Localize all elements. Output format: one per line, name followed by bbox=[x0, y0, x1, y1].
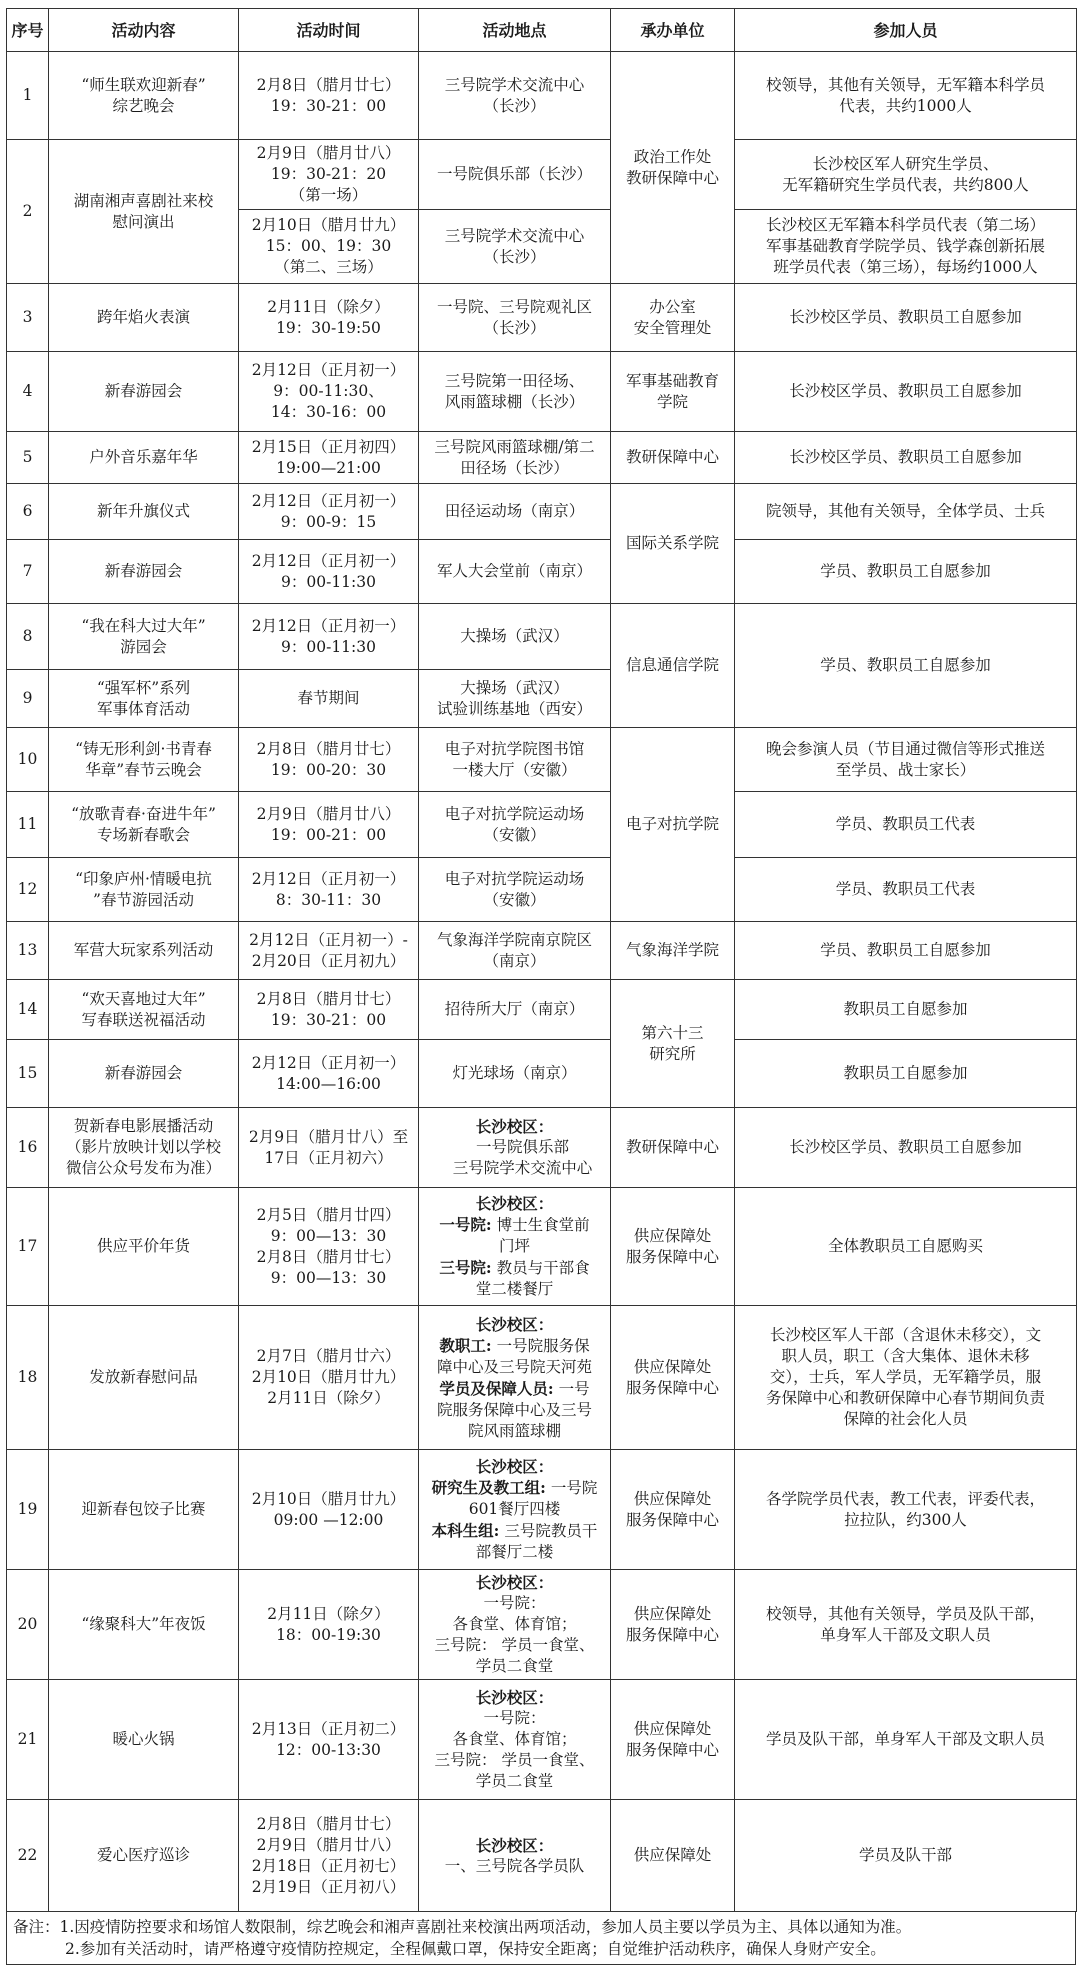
cell-org: 教研保障中心 bbox=[611, 1108, 735, 1188]
place-part-text: 一号院服务保 障中心及三号院天河苑 bbox=[436, 1336, 592, 1376]
cell-place: 一号院俱乐部（长沙） bbox=[419, 140, 611, 210]
place-detail: 一号院： 各食堂、体育馆； 三号院： 学员一食堂、 学员二食堂 bbox=[434, 1709, 595, 1790]
cell-org: 气象海洋学院 bbox=[611, 922, 735, 980]
cell-place: 三号院学术交流中心 （长沙） bbox=[419, 210, 611, 284]
header-time: 活动时间 bbox=[239, 9, 419, 52]
cell-place: 大操场（武汉） 试验训练基地（西安） bbox=[419, 670, 611, 728]
cell-org: 第六十三 研究所 bbox=[611, 980, 735, 1108]
table-row bbox=[7, 858, 1077, 922]
cell-no: 5 bbox=[7, 432, 49, 484]
cell-no: 17 bbox=[7, 1188, 49, 1306]
cell-time: 2月5日（腊月廿四） 9：00—13：30 2月8日（腊月廿七） 9：00—13：30 bbox=[239, 1188, 419, 1306]
place-part-label: 三号院: bbox=[439, 1258, 492, 1277]
cell-place: 灯光球场（南京） bbox=[419, 1040, 611, 1108]
cell-people: 校领导，其他有关领导，学员及队干部， 单身军人干部及文职人员 bbox=[735, 1570, 1077, 1680]
cell-content: 新春游园会 bbox=[49, 352, 239, 432]
cell-place bbox=[419, 1680, 611, 1800]
place-detail: 一号院： 各食堂、体育馆； 三号院： 学员一食堂、 学员二食堂 bbox=[434, 1594, 595, 1675]
cell-people: 长沙校区军人研究生学员、 无军籍研究生学员代表，共约800人 bbox=[735, 140, 1077, 210]
table-header-row bbox=[7, 9, 1077, 52]
cell-content: 供应平价年货 bbox=[49, 1188, 239, 1306]
cell-place: 气象海洋学院南京院区 （南京） bbox=[419, 922, 611, 980]
table-row bbox=[7, 604, 1077, 670]
cell-place: 一号院、三号院观礼区 （长沙） bbox=[419, 284, 611, 352]
table-row bbox=[7, 140, 1077, 210]
table-row bbox=[7, 540, 1077, 604]
cell-content: 迎新春包饺子比赛 bbox=[49, 1450, 239, 1570]
cell-org: 教研保障中心 bbox=[611, 432, 735, 484]
cell-org: 供应保障处 服务保障中心 bbox=[611, 1680, 735, 1800]
cell-org: 供应保障处 服务保障中心 bbox=[611, 1306, 735, 1450]
cell-org: 电子对抗学院 bbox=[611, 728, 735, 922]
cell-place bbox=[419, 1108, 611, 1188]
cell-people: 晚会参演人员（节目通过微信等形式推送 至学员、战士家长） bbox=[735, 728, 1077, 792]
header-content: 活动内容 bbox=[49, 9, 239, 52]
cell-place bbox=[419, 1306, 611, 1450]
place-part bbox=[422, 1257, 607, 1300]
cell-no: 18 bbox=[7, 1306, 49, 1450]
cell-no: 8 bbox=[7, 604, 49, 670]
place-part-label: 本科生组: bbox=[431, 1521, 500, 1540]
table-row bbox=[7, 980, 1077, 1040]
cell-people: 学员、教职员工自愿参加 bbox=[735, 540, 1077, 604]
place-part-label: 一号院: bbox=[439, 1215, 492, 1234]
cell-time: 2月10日（腊月廿九） 15：00、19：30 （第二、三场） bbox=[239, 210, 419, 284]
cell-time: 2月12日（正月初一） 8：30-11：30 bbox=[239, 858, 419, 922]
cell-people: 教职员工自愿参加 bbox=[735, 980, 1077, 1040]
cell-place bbox=[419, 1450, 611, 1570]
cell-time: 2月7日（腊月廿六） 2月10日（腊月廿九） 2月11日（除夕） bbox=[239, 1306, 419, 1450]
cell-no: 11 bbox=[7, 792, 49, 858]
table-row bbox=[7, 1450, 1077, 1570]
cell-content: 爱心医疗巡诊 bbox=[49, 1800, 239, 1912]
cell-org: 信息通信学院 bbox=[611, 604, 735, 728]
place-part-text: 一号院 601餐厅四楼 bbox=[468, 1479, 598, 1518]
table-row bbox=[7, 352, 1077, 432]
cell-org: 供应保障处 服务保障中心 bbox=[611, 1450, 735, 1570]
cell-people: 学员及队干部，单身军人干部及文职人员 bbox=[735, 1680, 1077, 1800]
place-detail: 一、三号院各学员队 bbox=[444, 1856, 585, 1875]
table-row bbox=[7, 1108, 1077, 1188]
notes-section bbox=[6, 1912, 1076, 1965]
cell-no: 6 bbox=[7, 484, 49, 540]
cell-no: 14 bbox=[7, 980, 49, 1040]
cell-time: 2月8日（腊月廿七） 2月9日（腊月廿八） 2月18日（正月初七） 2月19日（正月初八） bbox=[239, 1800, 419, 1912]
cell-no: 7 bbox=[7, 540, 49, 604]
place-part bbox=[422, 1477, 607, 1520]
place-campus-title: 长沙校区： bbox=[475, 1194, 554, 1213]
place-campus-title: 长沙校区： bbox=[475, 1117, 554, 1136]
cell-people: 教职员工自愿参加 bbox=[735, 1040, 1077, 1108]
table-row bbox=[7, 1680, 1077, 1800]
cell-place bbox=[419, 1570, 611, 1680]
cell-place: 三号院第一田径场、 风雨篮球棚（长沙） bbox=[419, 352, 611, 432]
cell-people: 院领导，其他有关领导，全体学员、士兵 bbox=[735, 484, 1077, 540]
table-row bbox=[7, 1570, 1077, 1680]
notes-label: 备注： bbox=[13, 1918, 60, 1936]
cell-place: 三号院学术交流中心 （长沙） bbox=[419, 52, 611, 140]
cell-people: 学员、教职员工代表 bbox=[735, 858, 1077, 922]
cell-content: “放歌青春·奋进牛年” 专场新春歌会 bbox=[49, 792, 239, 858]
cell-content: “我在科大过大年” 游园会 bbox=[49, 604, 239, 670]
place-part-text: 博士生食堂前 门坪 bbox=[496, 1216, 590, 1255]
table-row bbox=[7, 728, 1077, 792]
cell-people: 全体教职员工自愿购买 bbox=[735, 1188, 1077, 1306]
cell-place bbox=[419, 1800, 611, 1912]
cell-time: 春节期间 bbox=[239, 670, 419, 728]
note-text-1: 1.因疫情防控要求和场馆人数限制，综艺晚会和湘声喜剧社来校演出两项活动，参加人员主要以学员为主、具体以通知为准。 bbox=[59, 1918, 912, 1936]
table-row bbox=[7, 1306, 1077, 1450]
cell-org: 办公室 安全管理处 bbox=[611, 284, 735, 352]
cell-no: 22 bbox=[7, 1800, 49, 1912]
cell-org: 供应保障处 服务保障中心 bbox=[611, 1188, 735, 1306]
cell-people: 长沙校区学员、教职员工自愿参加 bbox=[735, 1108, 1077, 1188]
cell-org: 供应保障处 服务保障中心 bbox=[611, 1570, 735, 1680]
cell-org: 供应保障处 bbox=[611, 1800, 735, 1912]
place-campus-title: 长沙校区： bbox=[475, 1688, 554, 1707]
cell-org: 军事基础教育 学院 bbox=[611, 352, 735, 432]
header-place: 活动地点 bbox=[419, 9, 611, 52]
cell-no: 15 bbox=[7, 1040, 49, 1108]
cell-time: 2月13日（正月初二） 12：00-13:30 bbox=[239, 1680, 419, 1800]
cell-time: 2月8日（腊月廿七） 19：30-21：00 bbox=[239, 980, 419, 1040]
cell-people: 长沙校区学员、教职员工自愿参加 bbox=[735, 352, 1077, 432]
note-indent bbox=[13, 1938, 65, 1960]
cell-time: 2月12日（正月初一） 14:00—16:00 bbox=[239, 1040, 419, 1108]
cell-people: 各学院学员代表，教工代表，评委代表， 拉拉队，约300人 bbox=[735, 1450, 1077, 1570]
table-row bbox=[7, 1188, 1077, 1306]
cell-no: 12 bbox=[7, 858, 49, 922]
cell-time: 2月8日（腊月廿七） 19：30-21：00 bbox=[239, 52, 419, 140]
cell-time: 2月12日（正月初一） 9：00-11:30 bbox=[239, 604, 419, 670]
cell-content: 发放新春慰问品 bbox=[49, 1306, 239, 1450]
cell-content: “铸无形利剑·书青春 华章”春节云晚会 bbox=[49, 728, 239, 792]
place-part-label: 教职工: bbox=[439, 1335, 492, 1355]
table-row bbox=[7, 922, 1077, 980]
cell-time: 2月8日（腊月廿七） 19：00-20：30 bbox=[239, 728, 419, 792]
cell-people: 长沙校区学员、教职员工自愿参加 bbox=[735, 432, 1077, 484]
activity-schedule-table bbox=[6, 8, 1077, 1912]
cell-people: 学员、教职员工自愿参加 bbox=[735, 922, 1077, 980]
cell-content: 军营大玩家系列活动 bbox=[49, 922, 239, 980]
note-text-2: 2.参加有关活动时，请严格遵守疫情防控规定，全程佩戴口罩，保持安全距离；自觉维护活动秩序，确保人身财产安全。 bbox=[65, 1940, 886, 1958]
cell-content: 湖南湘声喜剧社来校 慰问演出 bbox=[49, 140, 239, 284]
header-people: 参加人员 bbox=[735, 9, 1077, 52]
place-detail: 一号院俱乐部 三号院学术交流中心 bbox=[452, 1138, 593, 1177]
table-row bbox=[7, 432, 1077, 484]
cell-content: “欢天喜地过大年” 写春联送祝福活动 bbox=[49, 980, 239, 1040]
cell-content: 贺新春电影展播活动 （影片放映计划以学校 微信公众号发布为准） bbox=[49, 1108, 239, 1188]
note-line-1 bbox=[13, 1916, 1069, 1938]
cell-org: 政治工作处 教研保障中心 bbox=[611, 52, 735, 284]
cell-people: 校领导，其他有关领导，无军籍本科学员 代表，共约1000人 bbox=[735, 52, 1077, 140]
table-row bbox=[7, 484, 1077, 540]
cell-time: 2月9日（腊月廿八） 19：00-21：00 bbox=[239, 792, 419, 858]
cell-place bbox=[419, 1188, 611, 1306]
cell-org: 国际关系学院 bbox=[611, 484, 735, 604]
cell-people: 长沙校区学员、教职员工自愿参加 bbox=[735, 284, 1077, 352]
cell-content: “印象庐州·情暖电抗 ”春节游园活动 bbox=[49, 858, 239, 922]
cell-place: 大操场（武汉） bbox=[419, 604, 611, 670]
cell-time: 2月12日（正月初一）- 2月20日（正月初九） bbox=[239, 922, 419, 980]
cell-place: 电子对抗学院运动场 （安徽） bbox=[419, 858, 611, 922]
place-part-text: 教员与干部食 堂二楼餐厅 bbox=[475, 1259, 590, 1298]
table-row bbox=[7, 52, 1077, 140]
cell-content: 跨年焰火表演 bbox=[49, 284, 239, 352]
place-campus-title: 长沙校区： bbox=[475, 1457, 554, 1476]
cell-no: 1 bbox=[7, 52, 49, 140]
header-org: 承办单位 bbox=[611, 9, 735, 52]
cell-place: 电子对抗学院图书馆 一楼大厅（安徽） bbox=[419, 728, 611, 792]
cell-content: 暖心火锅 bbox=[49, 1680, 239, 1800]
cell-content: 新春游园会 bbox=[49, 1040, 239, 1108]
cell-no: 2 bbox=[7, 140, 49, 284]
table-row bbox=[7, 1800, 1077, 1912]
cell-place: 军人大会堂前（南京） bbox=[419, 540, 611, 604]
place-part bbox=[422, 1335, 607, 1378]
cell-people: 学员、教职员工代表 bbox=[735, 792, 1077, 858]
cell-time: 2月12日（正月初一） 9：00-11:30 bbox=[239, 540, 419, 604]
cell-people: 长沙校区无军籍本科学员代表（第二场） 军事基础教育学院学员、钱学森创新拓展 班学员代表（第三场），每场约1000人 bbox=[735, 210, 1077, 284]
place-campus-title: 长沙校区： bbox=[475, 1573, 554, 1592]
cell-time: 2月11日（除夕） 18：00-19:30 bbox=[239, 1570, 419, 1680]
cell-no: 9 bbox=[7, 670, 49, 728]
place-part-text: 三号院教员干 部餐厅二楼 bbox=[475, 1522, 598, 1561]
place-part bbox=[422, 1520, 607, 1563]
cell-no: 13 bbox=[7, 922, 49, 980]
cell-time: 2月12日（正月初一） 9：00-9：15 bbox=[239, 484, 419, 540]
cell-time: 2月15日（正月初四） 19:00—21:00 bbox=[239, 432, 419, 484]
cell-content: “师生联欢迎新春” 综艺晚会 bbox=[49, 52, 239, 140]
table-row bbox=[7, 1040, 1077, 1108]
cell-time: 2月11日（除夕） 19：30-19:50 bbox=[239, 284, 419, 352]
table-row bbox=[7, 284, 1077, 352]
cell-time: 2月9日（腊月廿八）至 17日（正月初六） bbox=[239, 1108, 419, 1188]
place-part-label: 学员及保障人员: bbox=[439, 1378, 554, 1398]
cell-no: 16 bbox=[7, 1108, 49, 1188]
cell-no: 20 bbox=[7, 1570, 49, 1680]
cell-no: 21 bbox=[7, 1680, 49, 1800]
cell-place: 电子对抗学院运动场 （安徽） bbox=[419, 792, 611, 858]
cell-no: 19 bbox=[7, 1450, 49, 1570]
cell-place: 三号院风雨篮球棚/第二 田径场（长沙） bbox=[419, 432, 611, 484]
cell-content: 新年升旗仪式 bbox=[49, 484, 239, 540]
cell-people: 长沙校区军人干部（含退休未移交），文 职人员，职工（含大集体、退休未移 交），士兵，军人学员，无军籍学员，服 务保障中心和教研保障中心春节期间负责 保障的社会化人员 bbox=[735, 1306, 1077, 1450]
cell-content: 户外音乐嘉年华 bbox=[49, 432, 239, 484]
place-campus-title: 长沙校区： bbox=[475, 1835, 554, 1855]
cell-time: 2月12日（正月初一） 9：00-11:30、 14：30-16：00 bbox=[239, 352, 419, 432]
cell-people: 学员、教职员工自愿参加 bbox=[735, 604, 1077, 728]
cell-content: “缘聚科大”年夜饭 bbox=[49, 1570, 239, 1680]
cell-time: 2月10日（腊月廿九） 09:00 —12:00 bbox=[239, 1450, 419, 1570]
place-part-text: 一号 院服务保障中心及三号 院风雨篮球棚 bbox=[436, 1379, 592, 1440]
header-no: 序号 bbox=[7, 9, 49, 52]
table-row bbox=[7, 792, 1077, 858]
cell-no: 3 bbox=[7, 284, 49, 352]
place-part bbox=[422, 1378, 607, 1442]
cell-no: 10 bbox=[7, 728, 49, 792]
cell-people: 学员及队干部 bbox=[735, 1800, 1077, 1912]
place-part-label: 研究生及教工组: bbox=[431, 1478, 546, 1497]
cell-content: “强军杯”系列 军事体育活动 bbox=[49, 670, 239, 728]
cell-place: 招待所大厅（南京） bbox=[419, 980, 611, 1040]
place-part bbox=[422, 1214, 607, 1257]
place-campus-title: 长沙校区： bbox=[475, 1314, 554, 1334]
cell-place: 田径运动场（南京） bbox=[419, 484, 611, 540]
cell-time: 2月9日（腊月廿八） 19：30-21：20 （第一场） bbox=[239, 140, 419, 210]
cell-no: 4 bbox=[7, 352, 49, 432]
cell-content: 新春游园会 bbox=[49, 540, 239, 604]
note-line-2 bbox=[13, 1938, 1069, 1960]
